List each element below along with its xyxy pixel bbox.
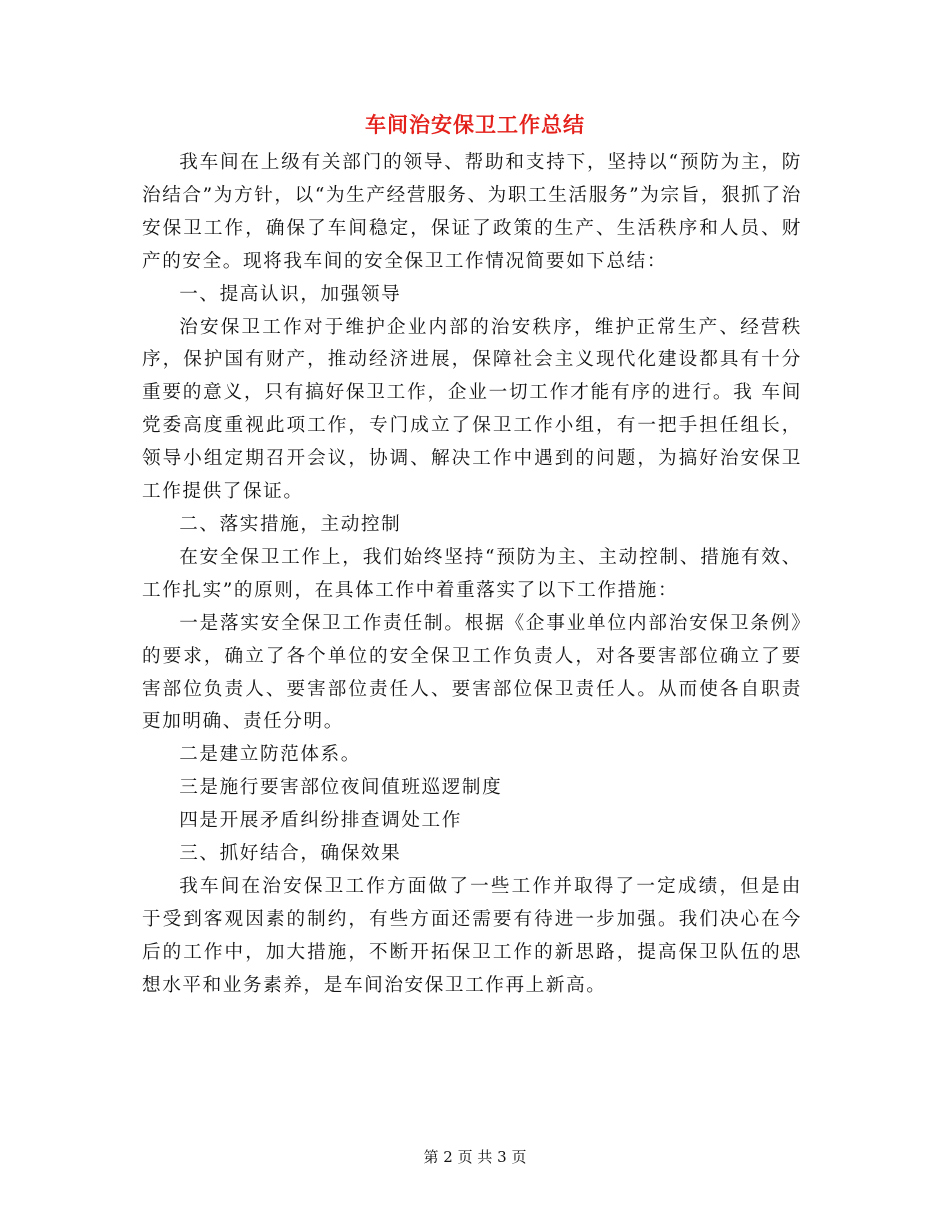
paragraph-intro: 我车间在上级有关部门的领导、帮助和支持下，坚持以“预防为主，防治结合”为方针，以“为生产经营服务、为职工生活服务”为宗旨，狠抓了治安保卫工作，确保了车间稳定，保证了政策的生产、生活秩序和人员、财产的安全。现将我车间的安全保卫工作情况简要如下总结： [142,152,802,272]
section-heading-3: 三、抓好结合，确保效果 [179,843,402,865]
paragraph-section-3: 我车间在治安保卫工作方面做了一些工作并取得了一定成绩，但是由于受到客观因素的制约，有些方面还需要有待进一步加强。我们决心在今后的工作中，加大措施，不断开拓保卫工作的新思路，提高保卫队伍的思想水平和业务素养，是车间治安保卫工作再上新高。 [142,875,802,996]
measure-item-2: 二是建立防范体系。 [179,744,361,766]
measure-item-4: 四是开展矛盾纠纷排查调处工作 [179,810,462,832]
document-body [142,147,802,1003]
section-heading-1: 一、提高认识，加强领导 [179,283,402,305]
paragraph-section-1: 治安保卫工作对于维护企业内部的治安秩序，维护正常生产、经营秩序，保护国有财产，推动经济进展，保障社会主义现代化建设都具有十分重要的意义，只有搞好保卫工作，企业一切工作才能有序的进行。我 车间党委高度重视此项工作，专门成立了保卫工作小组，有一把手担任组长，领导小组定期召开会议，协调、解决工作中遇到的问题，为搞好治安保卫工作提供了保证。 [142,316,802,503]
page-footer: 第 2 页 共 3 页 [423,1148,527,1166]
document-title: 车间治安保卫工作总结 [365,113,585,137]
paragraph-section-2: 在安全保卫工作上，我们始终坚持“预防为主、主动控制、措施有效、工作扎实”的原则，在具体工作中着重落实了以下工作措施： [142,546,802,601]
measure-item-1: 一是落实安全保卫工作责任制。根据《企事业单位内部治安保卫条例》的要求，确立了各个单位的安全保卫工作负责人，对各要害部位确立了要害部位负责人、要害部位责任人、要害部位保卫责任人。从而使各自职责更加明确、责任分明。 [142,612,802,733]
section-heading-2: 二、落实措施，主动控制 [179,513,402,535]
measure-item-3: 三是施行要害部位夜间值班巡逻制度 [179,777,503,799]
